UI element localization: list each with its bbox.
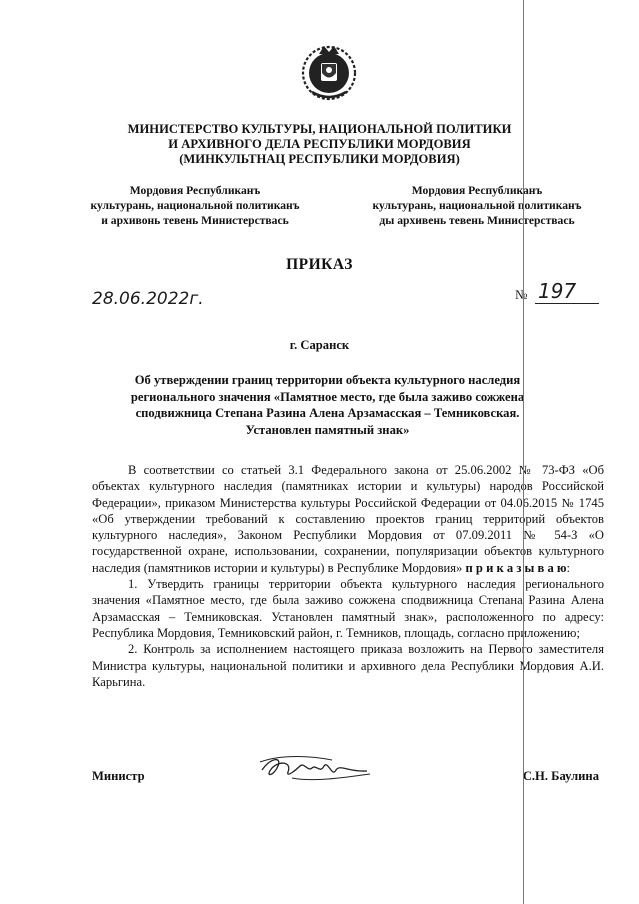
- translation-line: культурань, национальной политиканъ: [90, 199, 300, 212]
- ministry-name: [0, 122, 639, 167]
- body-paragraph-item-1: 1. Утвердить границы территории объекта культурного наследия регионального значения «Памятное место, где была заживо сожжена сподвижница Степана Разина Алена Арзамасская – Темниковская. Установлен памятный знак», расположенного по адресу: Республика Мордовия, Темниковский район, г. Темников, площадь, согласно приложению;: [92, 577, 604, 640]
- signer-name: С.Н. Баулина: [522, 769, 599, 783]
- ministry-name-line: МИНИСТЕРСТВО КУЛЬТУРЫ, НАЦИОНАЛЬНОЙ ПОЛИТИКИ: [127, 122, 512, 136]
- body-paragraph-item-2: 2. Контроль за исполнением настоящего приказа возложить на Первого заместителя Министра культуры, национальной политики и архивного дела Республики Мордовия А.И. Карьгина.: [92, 642, 604, 689]
- title-line: сподвижница Степана Разина Алена Арзамасская – Темниковская.: [135, 406, 520, 420]
- handwritten-signature: [252, 748, 372, 790]
- document-type: ПРИКАЗ: [286, 256, 353, 273]
- body-paragraph-preamble: [92, 462, 604, 576]
- ministry-name-left-translation: [60, 183, 330, 228]
- scan-fold-line: [523, 0, 524, 904]
- translation-line: Мордовия Республиканъ: [129, 184, 261, 197]
- order-keyword: п р и к а з ы в а ю: [465, 560, 567, 575]
- preamble-text: В соответствии со статьей 3.1 Федерального закона от 25.06.2002 № 73-ФЗ «Об объектах культурного наследия (памятниках истории и культуры) народов Российской Федерации», приказом Министерства культуры Российской Федерации от 04.06.2015 № 1745 «Об утверждении требований к составлению проектов границ территорий объектов культурного наследия», Законом Республики Мордовия от 07.09.2011 № 54-З «О государственной охране, использовании, сохранении, популяризации объектов культурного наследия (памятников истории и культуры) в Республике Мордовия»: [92, 463, 604, 575]
- title-line: Об утверждении границ территории объекта культурного наследия: [134, 373, 521, 387]
- ministry-name-line: И АРХИВНОГО ДЕЛА РЕСПУБЛИКИ МОРДОВИЯ: [168, 137, 471, 151]
- coat-of-arms-emblem: [298, 40, 360, 102]
- document-body: [92, 462, 604, 690]
- signer-title: Министр: [92, 769, 145, 783]
- preamble-end: :: [566, 560, 571, 575]
- title-line: регионального значения «Памятное место, где была заживо сожжена: [130, 389, 525, 404]
- translation-line: культурань, национальной политиканъ: [372, 199, 582, 212]
- ministry-short-name: (МИНКУЛЬТНАЦ РЕСПУБЛИКИ МОРДОВИЯ): [179, 152, 460, 166]
- document-date: 28.06.2022г.: [92, 289, 204, 309]
- city: г. Саранск: [289, 338, 350, 352]
- translation-line: и архивонь тевень Министерствась: [101, 214, 289, 227]
- translation-line: ды архивень тевень Министерствась: [379, 214, 575, 227]
- number-label: №: [515, 287, 528, 302]
- number-underline: [535, 303, 599, 304]
- title-line: Установлен памятный знак»: [245, 422, 410, 437]
- document-number: 197: [538, 279, 577, 303]
- translation-line: Мордовия Республиканъ: [411, 184, 543, 197]
- document-title: [100, 372, 555, 438]
- ministry-name-right-translation: [332, 183, 622, 228]
